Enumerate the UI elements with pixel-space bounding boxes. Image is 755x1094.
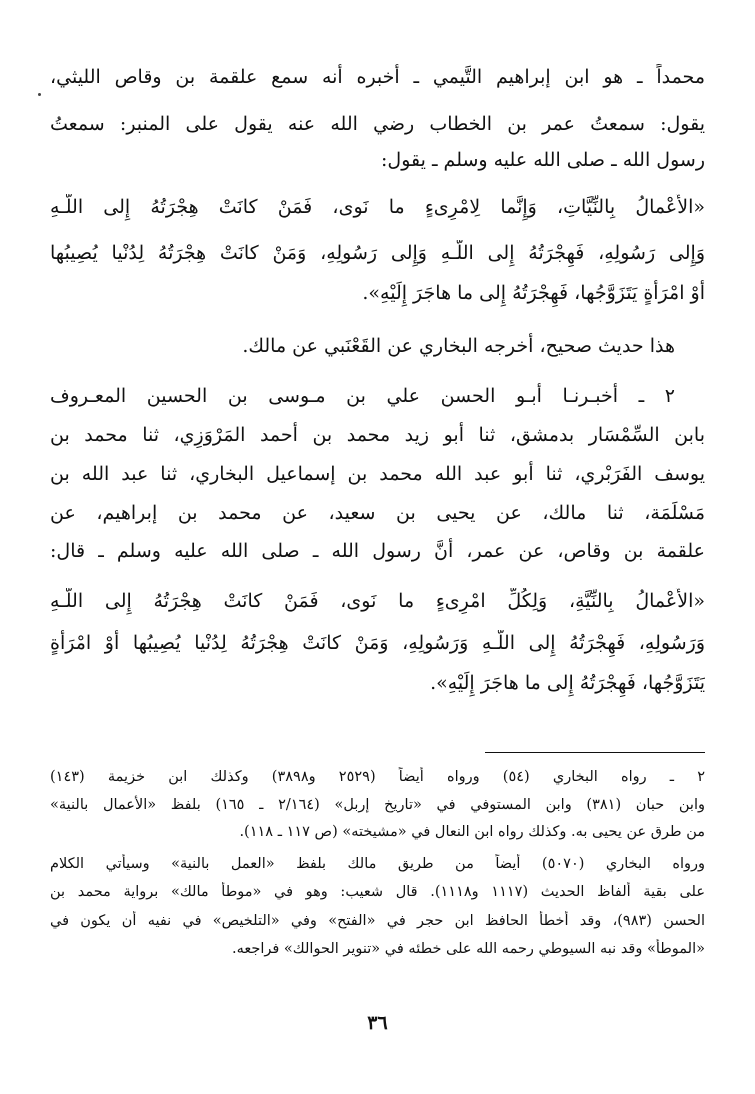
footnote-line: ٢ ـ رواه البخاري (٥٤) ورواه أيضاً (٢٥٢٩ و٣٨٩٨) وكذلك ابن خزيمة (١٤٣) [50, 769, 705, 785]
footnote-line: ورواه البخاري (٥٠٧٠) أيضاً من طريق مالك بلفظ «العمل بالنية» وسيأتي الكلام [50, 856, 705, 872]
footnote-line: على بقية ألفاظ الحديث (١١١٧ و١١١٨). قال شعيب: وهو في «موطأ مالك» برواية محمد بن [50, 884, 705, 900]
isnad-line: ٢ ـ أخبـرنـا أبـو الحسن علي بن مـوسى بن الحسين المعـروف [50, 385, 675, 407]
hadith-text-line: وَرَسُولِهِ، فَهِجْرَتُهُ إِلى اللَّـهِ وَرَسُولِهِ، وَمَنْ كانَتْ هِجْرَتُهُ لِدُنْيا يُصِيبُها أَوْ امْرَأَةٍ [50, 632, 705, 654]
footnote-line: من طرق عن يحيى به. وكذلك رواه ابن النعال في «مشيخته» (ص ١١٧ ـ ١١٨). [239, 824, 705, 840]
footnote-line: «الموطأ» وقد نبه السيوطي رحمه الله على خطئه في «تنوير الحوالك» فراجعه. [232, 941, 705, 957]
body-line: محمداً ـ هو ابن إبراهيم التَّيمي ـ أخبره أنه سمع علقمة بن وقاص الليثي، [50, 66, 705, 88]
hadith-text-line: «الأَعْمالُ بِالنِّيَّاتِ، وَإِنَّما لِامْرِىءٍ ما نَوى، فَمَنْ كانَتْ هِجْرَتُهُ إِلى اللَّـهِ [50, 196, 705, 218]
margin-speck [38, 93, 41, 96]
footnote-line: الحسن (٩٨٣)، وقد أخطأ الحافظ ابن حجر في «الفتح» وفي «التلخيص» في نفيه أن يكون في [50, 913, 705, 929]
hadith-text-line: «الأَعْمالُ بِالنِّيَّةِ، وَلِكُلِّ امْرِىءٍ ما نَوى، فَمَنْ كانَتْ هِجْرَتُهُ إِلى اللَّـهِ [50, 590, 705, 612]
grading-line: هذا حديث صحيح، أخرجه البخاري عن القَعْنَبي عن مالك. [242, 335, 675, 357]
body-line: يقول: سمعتُ عمر بن الخطاب رضي الله عنه يقول على المنبر: سمعتُ [50, 113, 705, 135]
hadith-text-line: أَوْ امْرَأَةٍ يَتَزَوَّجُها، فَهِجْرَتُهُ إِلى ما هاجَرَ إِلَيْهِ». [362, 282, 705, 304]
hadith-text-line: يَتَزَوَّجُها، فَهِجْرَتُهُ إِلى ما هاجَرَ إِلَيْهِ». [430, 672, 705, 694]
footnote-separator [485, 752, 705, 753]
page-number: ٣٦ [367, 1012, 388, 1034]
isnad-line: مَسْلَمَة، ثنا مالك، عن يحيى بن سعيد، عن محمد بن إبراهيم، عن [50, 502, 705, 524]
isnad-line: بابن السِّمْسَار بدمشق، ثنا أبو زيد محمد بن أحمد المَرْوَزِي، ثنا محمد بن [50, 424, 705, 446]
isnad-line: يوسف الفَرَبْري، ثنا أبو عبد الله محمد بن إسماعيل البخاري، ثنا عبد الله بن [50, 463, 705, 485]
body-line: رسول الله ـ صلى الله عليه وسلم ـ يقول: [380, 149, 705, 171]
isnad-line: علقمة بن وقاص، عن عمر، أَنَّ رسول الله ـ صلى الله عليه وسلم ـ قال: [50, 540, 705, 562]
footnote-line: وابن حبان (٣٨١) وابن المستوفي في «تاريخ إربل» (٢/١٦٤ ـ ١٦٥) بلفظ «الأعمال بالنية» [50, 797, 705, 813]
hadith-text-line: وَإِلى رَسُولِهِ، فَهِجْرَتُهُ إِلى اللَّـهِ وَإِلى رَسُولِهِ، وَمَنْ كانَتْ هِجْرَتُهُ لِدُنْيا يُصِيبُها [50, 242, 705, 264]
